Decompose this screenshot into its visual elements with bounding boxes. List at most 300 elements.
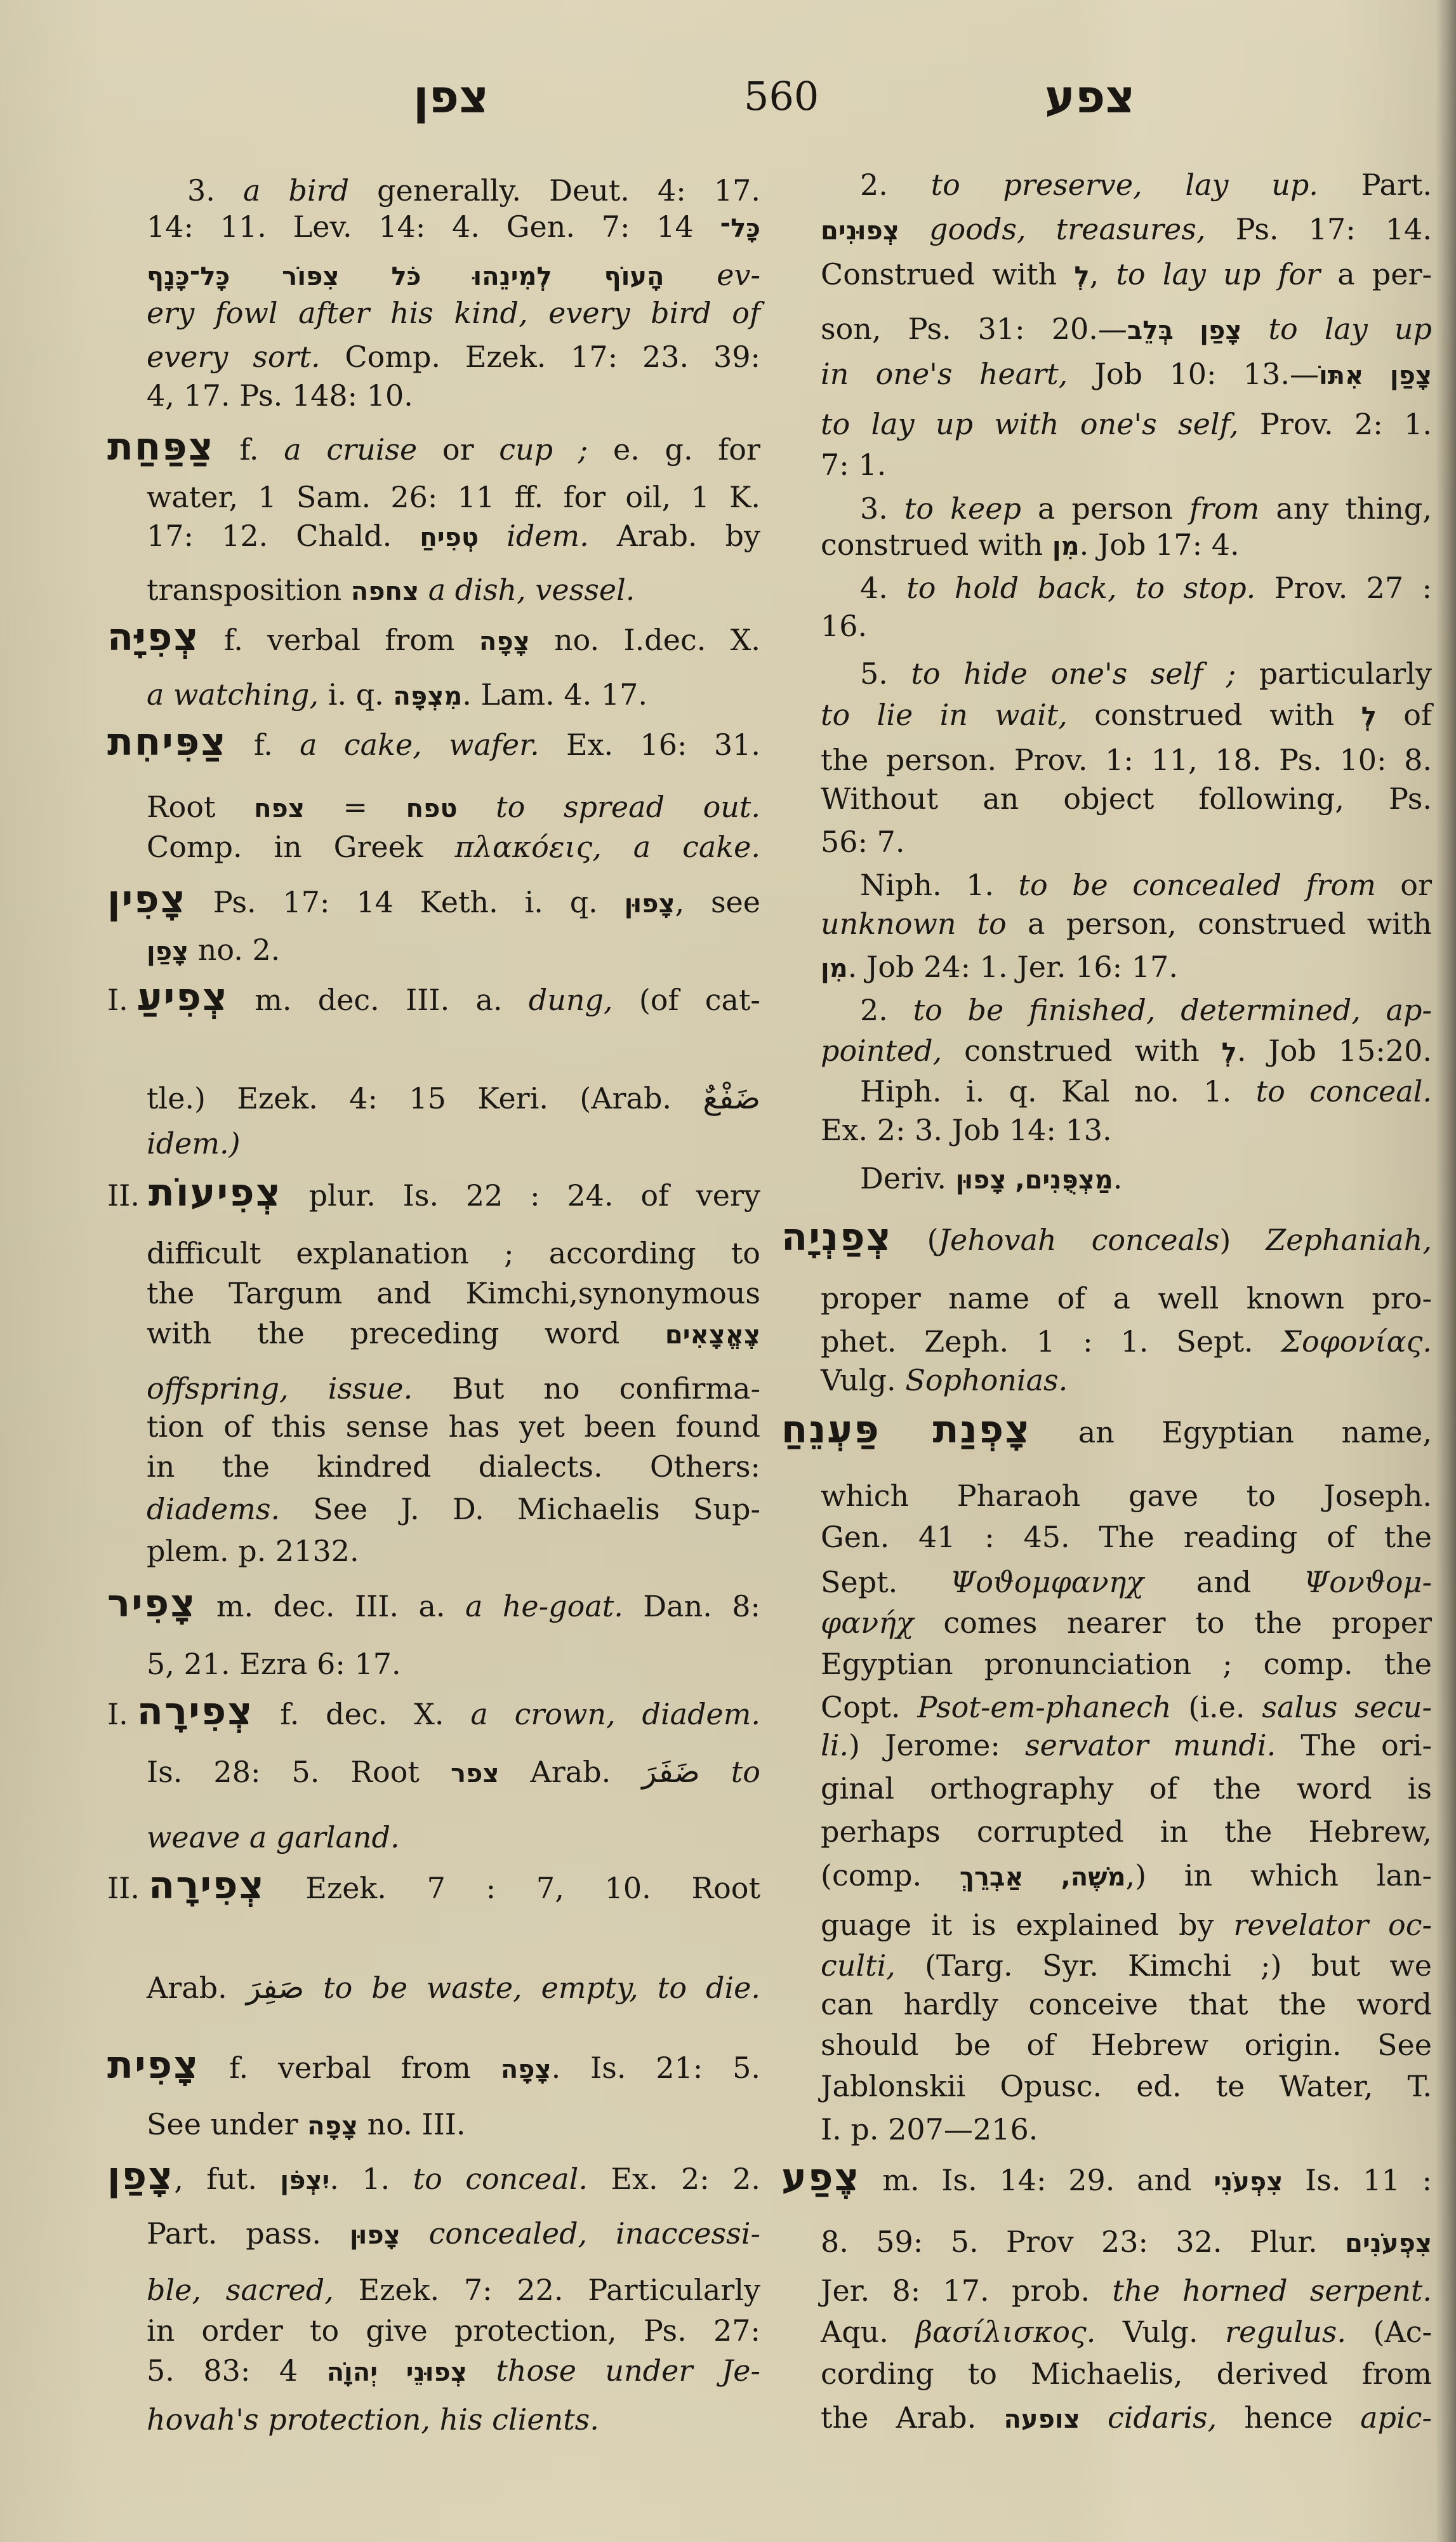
text-line <box>821 2025 1432 2065</box>
italic-text: concealed, inaccessi- <box>400 2216 760 2251</box>
text-line <box>821 524 1432 565</box>
text-run: ) Jerome: <box>849 1728 1025 1762</box>
text-line <box>107 1583 760 1624</box>
text-run: Job 10: 13.— <box>1068 357 1320 391</box>
text-line <box>821 1945 1432 1986</box>
text-run: Without an object following, Ps. <box>821 782 1432 816</box>
hebrew-word: צָפָה <box>307 2112 359 2141</box>
text-line <box>147 1446 760 1487</box>
greek-word: βασίλισκος. <box>915 2315 1096 2349</box>
italic-text: to lay up with one's self, <box>821 407 1239 441</box>
text-line <box>821 1725 1432 1766</box>
text-run: e. g. for <box>588 432 760 467</box>
text-run: no. 2. <box>189 933 281 967</box>
italic-text: to hide one's self ; <box>911 656 1236 691</box>
headword: צְפִירָה <box>148 1863 265 1908</box>
italic-text: a cruise <box>284 432 418 467</box>
italic-text: regulus. <box>1225 2315 1346 2349</box>
text-line <box>860 164 1432 205</box>
text-run: ) <box>1219 1223 1266 1257</box>
arabic-word: ضَفْعٌ <box>703 1081 760 1116</box>
text-run: . 1. <box>329 2162 413 2196</box>
hebrew-word: יִצְפֹּן <box>280 2166 330 2195</box>
headword: צָפִין <box>107 877 187 922</box>
italic-text: salus secu- <box>1262 1690 1433 1724</box>
text-run: Ezek. 7: 22. Particularly <box>333 2273 760 2307</box>
headword: צְפִיעוֹת <box>148 1171 282 1215</box>
greek-word: Ψοϑομφανηχ <box>950 1565 1144 1599</box>
italic-text: the horned serpent. <box>1112 2273 1433 2308</box>
text-run: tle.) Ezek. 4: 15 Keri. (Arab. <box>147 1081 703 1115</box>
text-line <box>821 606 1432 646</box>
text-line <box>821 2066 1432 2106</box>
headword: צְפִיעַ <box>136 975 228 1020</box>
text-run: construed with <box>942 1034 1222 1068</box>
text-run: i. q. <box>319 677 394 712</box>
italic-text: Sophonias. <box>905 1363 1068 1397</box>
text-line <box>821 444 1432 485</box>
italic-text: apic- <box>1360 2400 1432 2435</box>
text-run: proper name of a well known pro- <box>821 1281 1432 1315</box>
hebrew-word: צָפוּן <box>349 2221 400 2250</box>
text-line <box>147 2270 760 2310</box>
italic-text: to keep <box>904 491 1021 526</box>
italic-text: diadems. <box>147 1492 281 1526</box>
text-line <box>860 1071 1432 1112</box>
hebrew-word: צִפְעֹנִים <box>1345 2229 1432 2258</box>
text-run: ginal orthography of the word is <box>821 1771 1432 1806</box>
text-run: 16. <box>821 609 868 643</box>
text-run: (Targ. Syr. Kimchi ;) but we <box>895 1948 1432 1983</box>
text-run: See under <box>147 2107 308 2141</box>
text-run: ,) in which lan- <box>1125 1858 1432 1893</box>
text-line <box>147 1752 760 1792</box>
text-run: transposition <box>147 573 351 607</box>
text-run: construed with <box>1067 698 1361 732</box>
text-line <box>147 2213 760 2254</box>
text-line <box>147 477 760 517</box>
text-line <box>821 1984 1432 2025</box>
text-run: Ex. 2: 2. <box>588 2162 760 2196</box>
italic-text: cidaris, <box>1080 2400 1217 2435</box>
text-run: f. dec. X. <box>253 1697 471 1731</box>
text-line <box>107 2045 760 2086</box>
text-line <box>821 1562 1432 1602</box>
hebrew-word: צפח <box>254 794 305 823</box>
text-line <box>147 375 760 416</box>
text-run: Niph. 1. <box>860 868 1019 902</box>
text-line <box>147 516 760 556</box>
headword: צָפִית <box>107 2043 200 2087</box>
italic-text: culti, <box>821 1948 896 1983</box>
text-run: Gen. 41 : 45. The reading of the <box>821 1520 1432 1554</box>
hebrew-word: צֶאֱצָאִים <box>665 1321 760 1350</box>
text-run: Part. pass. <box>147 2216 350 2251</box>
italic-text: a dish, vessel. <box>419 573 635 607</box>
text-run: . Job 24: 1. Jer. 16: 17. <box>847 950 1178 984</box>
text-run: Jablonskii Opusc. ed. te Water, T. <box>821 2069 1432 2103</box>
text-run: f. <box>214 432 284 467</box>
text-line <box>107 427 760 467</box>
hebrew-word: צָפַן בְּלֵב <box>1127 316 1242 345</box>
italic-text: dung, <box>528 983 613 1017</box>
italic-text: a watching, <box>147 677 319 712</box>
text-run: the Targum and Kimchi,synonymous <box>147 1276 760 1310</box>
text-run: Sept. <box>821 1565 950 1599</box>
text-run: should be of Hebrew origin. See <box>821 2028 1432 2062</box>
text-run: . Job 17: 4. <box>1079 528 1240 562</box>
text-run: perhaps corrupted in the Hebrew, <box>821 1814 1432 1849</box>
text-run: hence <box>1217 2400 1361 2435</box>
text-line <box>821 822 1432 862</box>
text-run: Aqu. <box>821 2315 916 2349</box>
text-line <box>107 2156 760 2197</box>
text-line <box>821 1360 1432 1401</box>
text-run: (comp. <box>821 1858 960 1893</box>
text-line <box>860 1158 1432 1199</box>
text-line <box>860 568 1432 608</box>
italic-text: a crown, diadem. <box>470 1697 761 1731</box>
italic-text: servator mundi. <box>1025 1728 1276 1762</box>
homograph-number: II. <box>107 1871 140 1905</box>
text-line <box>107 879 760 920</box>
italic-text: to conceal. <box>413 2162 588 2196</box>
hebrew-word: צְפוּנֵי יְהוָֹה <box>326 2358 467 2387</box>
hebrew-word: לְ <box>1361 702 1377 731</box>
text-line <box>821 1602 1432 1643</box>
text-run: Prov. 2: 1. <box>1238 407 1432 441</box>
italic-text: pointed, <box>821 1034 943 1068</box>
text-line <box>147 1123 760 1164</box>
text-line <box>147 255 760 295</box>
text-run: 5. 83: 4 <box>147 2353 327 2388</box>
text-run: Part. <box>1318 168 1433 202</box>
italic-text: to be finished, determined, ap- <box>913 993 1432 1027</box>
text-line <box>821 1030 1432 1071</box>
text-run: 7: 1. <box>821 448 887 482</box>
text-run: plur. Is. 22 : 24. of very <box>281 1178 760 1213</box>
text-line <box>860 865 1432 905</box>
text-run: in order to give protection, Ps. 27: <box>147 2313 760 2348</box>
text-run: a person, construed with <box>1006 907 1432 941</box>
text-run: water, 1 Sam. 26: 11 ff. for oil, 1 K. <box>147 480 760 514</box>
italic-text: to lay up <box>1241 312 1432 346</box>
hebrew-word: צָפוּן <box>624 889 675 919</box>
hebrew-word: לְ <box>1074 262 1090 291</box>
italic-text: to <box>699 1755 760 1789</box>
homograph-number: I. <box>107 1697 128 1731</box>
hebrew-word: צָפַן <box>147 937 189 966</box>
text-line <box>821 1321 1432 1362</box>
italic-text: to be concealed from <box>1018 868 1376 902</box>
text-run: 56: 7. <box>821 825 905 859</box>
text-run: (i.e. <box>1171 1690 1262 1724</box>
page-number: 560 <box>744 73 819 119</box>
hebrew-word: מִן <box>821 954 848 983</box>
text-run: . <box>1113 1161 1123 1195</box>
text-run: a person <box>1021 491 1190 526</box>
text-run: (Ac- <box>1346 2315 1432 2349</box>
greek-word: πλακόεις, a cake. <box>454 830 760 864</box>
text-run: , see <box>675 885 761 919</box>
italic-text: unknown to <box>821 907 1007 941</box>
text-run: any thing, <box>1259 491 1432 526</box>
hebrew-word: הָעוֹף לְמִינֵהוּ כֹּל צִפּוֹר כָּל־כָּנָף <box>147 262 665 291</box>
text-run: the person. Prov. 1: 11, 18. Ps. 10: 8. <box>821 743 1432 777</box>
headword: צְפִירָה <box>136 1689 254 1734</box>
text-line <box>821 2221 1432 2262</box>
text-run: Ps. 17: 14 Keth. i. q. <box>186 885 625 919</box>
text-run: the Arab. <box>821 2400 1004 2435</box>
text-run: Arab. <box>147 1971 246 2005</box>
text-run: an Egyptian name, <box>1031 1415 1432 1449</box>
italic-text: ev- <box>664 258 761 292</box>
text-line <box>821 1855 1432 1896</box>
text-run: m. dec. III. a. <box>196 1589 465 1623</box>
text-run: with the preceding word <box>147 1316 665 1350</box>
text-line <box>860 990 1432 1030</box>
text-run: Ps. 17: 14. <box>1205 212 1432 246</box>
text-line <box>147 2104 760 2145</box>
text-line <box>107 1691 760 1732</box>
text-line <box>147 569 760 610</box>
hebrew-word: מִצְפָּה <box>393 682 463 711</box>
text-run: ( <box>892 1223 939 1257</box>
hebrew-word: מִן <box>1052 532 1080 561</box>
italic-text: idem. <box>479 519 589 553</box>
text-line <box>107 1865 760 1906</box>
text-line <box>821 1110 1432 1150</box>
text-line <box>147 827 760 867</box>
text-run: construed with <box>821 528 1052 562</box>
text-line <box>821 1687 1432 1727</box>
text-run: can hardly conceive that the word <box>821 1987 1432 2021</box>
greek-word: Σοφονίας. <box>1281 1324 1432 1359</box>
italic-text: offspring, issue. <box>147 1371 413 1406</box>
italic-text: to conceal. <box>1255 1074 1432 1108</box>
text-line <box>821 2397 1432 2438</box>
headword: צַפַּחַת <box>107 425 215 469</box>
text-run: Arab. by <box>588 519 760 553</box>
hebrew-word: טפח <box>406 794 458 823</box>
text-line <box>821 2312 1432 2352</box>
text-line <box>107 977 760 1018</box>
text-run: , <box>1089 257 1116 291</box>
text-line <box>147 1489 760 1529</box>
text-line <box>821 354 1432 394</box>
headword: צְפַנְיָה <box>781 1215 892 1260</box>
text-run: son, Ps. 31: 20.— <box>821 312 1127 346</box>
text-run: cording to Michaelis, derived from <box>821 2357 1432 2391</box>
text-run: phet. Zeph. 1 : 1. Sept. <box>821 1324 1281 1359</box>
text-line <box>147 2399 760 2440</box>
text-line <box>147 336 760 377</box>
text-line <box>821 1475 1432 1516</box>
text-run: f. <box>227 728 300 762</box>
hebrew-word: צִפְעֹנִי <box>1214 2167 1283 2197</box>
hebrew-word: צחפה <box>350 577 420 606</box>
hebrew-word: מֹשֶׁה, אַבְרֵךְ <box>959 1863 1126 1892</box>
italic-text: idem.) <box>147 1126 241 1161</box>
arabic-word: صَفِرَ <box>246 1970 305 2006</box>
headword: צָפַן <box>107 2154 175 2199</box>
hebrew-word: לְ <box>1221 1038 1237 1067</box>
text-run: Vulg. <box>1095 2315 1226 2349</box>
italic-text: a he-goat. <box>465 1589 623 1623</box>
text-line <box>147 2310 760 2351</box>
text-run: Hiph. i. q. Kal no. 1. <box>860 1074 1256 1108</box>
headword: צְפִיָּה <box>107 615 200 660</box>
text-run: Egyptian pronunciation ; comp. the <box>821 1647 1432 1681</box>
text-run: Comp. Ezek. 17: 23. 39: <box>320 340 760 374</box>
text-run: . Lam. 4. 17. <box>462 677 648 712</box>
text-run: or <box>1375 868 1432 902</box>
text-line <box>107 1173 760 1213</box>
text-line <box>821 1278 1432 1319</box>
text-run: , fut. <box>174 2162 281 2196</box>
text-run: or <box>417 432 500 467</box>
text-line <box>821 209 1432 250</box>
text-run: m. dec. III. a. <box>228 983 529 1017</box>
text-run: Ex. 2: 3. Job 14: 13. <box>821 1113 1112 1147</box>
text-line <box>107 722 760 762</box>
italic-text: goods, treasures, <box>899 212 1206 246</box>
text-run: Construed with <box>821 257 1075 291</box>
text-run: 2. <box>860 993 913 1027</box>
headword: צָפִיר <box>107 1581 197 1626</box>
headword: צֶפַע <box>781 2155 861 2200</box>
italic-text: to lie in wait, <box>821 698 1068 732</box>
text-run: Prov. 27 : <box>1255 571 1433 605</box>
italic-text: those under Je- <box>467 2353 761 2388</box>
text-run: particularly <box>1236 656 1432 691</box>
text-run: See J. D. Michaelis Sup- <box>280 1492 760 1526</box>
text-line <box>821 2270 1432 2311</box>
text-line <box>107 617 760 658</box>
text-run: 8. 59: 5. Prov 23: 32. Plur. <box>821 2225 1346 2259</box>
text-line <box>147 1967 760 2008</box>
text-run: difficult explanation ; according to <box>147 1236 760 1270</box>
text-run: 5. <box>860 656 911 691</box>
text-run: . Is. 21: 5. <box>551 2051 761 2085</box>
text-line <box>147 1078 760 1119</box>
text-line <box>781 1217 1432 1258</box>
italic-text: from <box>1189 491 1260 526</box>
italic-text: ble, sacred, <box>147 2273 334 2307</box>
text-line <box>147 1233 760 1274</box>
italic-text: to spread out. <box>457 790 760 824</box>
italic-text: Jehovah conceals <box>938 1223 1220 1257</box>
text-line <box>147 206 760 247</box>
text-run: in the kindred dialects. Others: <box>147 1449 760 1484</box>
italic-text: to lay up for <box>1116 257 1321 291</box>
text-run: Copt. <box>821 1690 918 1724</box>
text-run: f. verbal from <box>199 623 479 657</box>
italic-text: every sort. <box>147 340 321 374</box>
text-line <box>821 309 1432 349</box>
text-run: tion of this sense has yet been found <box>147 1409 760 1444</box>
text-line <box>781 2157 1432 2198</box>
text-line <box>147 2350 760 2391</box>
text-run: a per- <box>1320 257 1432 291</box>
text-line <box>147 674 760 715</box>
italic-text: to be waste, empty, to die. <box>304 1971 760 2005</box>
text-run: Ex. 16: 31. <box>539 728 760 762</box>
text-run: Comp. in Greek <box>147 830 455 864</box>
text-line <box>147 293 760 333</box>
text-run: comes nearer to the proper <box>913 1606 1432 1640</box>
text-run: which Pharaoh gave to Joseph. <box>821 1479 1432 1513</box>
text-line <box>821 903 1432 944</box>
text-run: no. I.dec. X. <box>529 623 760 657</box>
text-run: Arab. <box>499 1755 642 1789</box>
hebrew-word: כָּל־ <box>720 214 760 243</box>
hebrew-word: מַצְפֻּנִים, צָפוּן <box>955 1166 1113 1195</box>
italic-text: a cake, wafer. <box>300 728 539 762</box>
text-line <box>147 1817 760 1858</box>
homograph-number: I. <box>107 983 128 1017</box>
text-run: and <box>1144 1565 1304 1599</box>
italic-text: a bird <box>242 173 350 208</box>
text-line <box>821 404 1432 444</box>
hebrew-word: צָפָה <box>500 2055 552 2084</box>
text-line <box>821 2109 1432 2150</box>
hebrew-word: צפר <box>450 1759 500 1788</box>
text-line <box>821 1905 1432 1945</box>
arabic-word: ضَفَرَ <box>642 1754 700 1790</box>
greek-word: φανήχ <box>821 1606 914 1640</box>
italic-text: hovah's protection, his clients. <box>147 2402 599 2437</box>
hebrew-word: צופעה <box>1003 2405 1080 2434</box>
text-run: generally. Deut. 4: 17. <box>349 173 761 208</box>
text-line <box>147 1406 760 1447</box>
text-run: 3. <box>187 173 243 208</box>
hebrew-word: צְפוּנִים <box>821 216 899 246</box>
text-run: m. Is. 14: 29. and <box>860 2163 1214 2197</box>
hebrew-word: טְפִיחַ <box>420 523 479 552</box>
text-line <box>821 1517 1432 1557</box>
text-run: 4. <box>860 571 907 605</box>
hebrew-word: צָפָה <box>479 627 530 656</box>
text-run: Root <box>147 790 255 824</box>
hebrew-word: צָפַן אִתּוֹ <box>1319 361 1432 390</box>
italic-text: in one's heart, <box>821 357 1068 391</box>
text-line <box>147 1368 760 1409</box>
running-head-right: צפע <box>1045 70 1135 123</box>
text-run: 4, 17. Ps. 148: 10. <box>147 378 413 413</box>
text-run: 2. <box>860 168 931 202</box>
italic-text: to preserve, lay up. <box>930 168 1318 202</box>
text-line <box>147 1273 760 1314</box>
text-run: guage it is explained by <box>821 1908 1234 1942</box>
text-line <box>821 778 1432 819</box>
text-line <box>860 653 1432 694</box>
text-run: of <box>1376 698 1432 732</box>
text-line <box>781 1409 1432 1450</box>
text-line <box>821 2353 1432 2394</box>
text-run: The ori- <box>1276 1728 1432 1762</box>
text-run: (of cat- <box>612 983 760 1017</box>
text-line <box>147 1313 760 1354</box>
italic-text: to hold back, to stop. <box>906 571 1256 605</box>
text-line <box>821 1768 1432 1809</box>
running-head-left: צפן <box>413 70 489 123</box>
text-line <box>147 1531 760 1571</box>
text-run: Vulg. <box>821 1363 906 1397</box>
text-line <box>821 254 1432 295</box>
text-run: 3. <box>860 491 904 526</box>
homograph-number: II. <box>107 1178 140 1213</box>
